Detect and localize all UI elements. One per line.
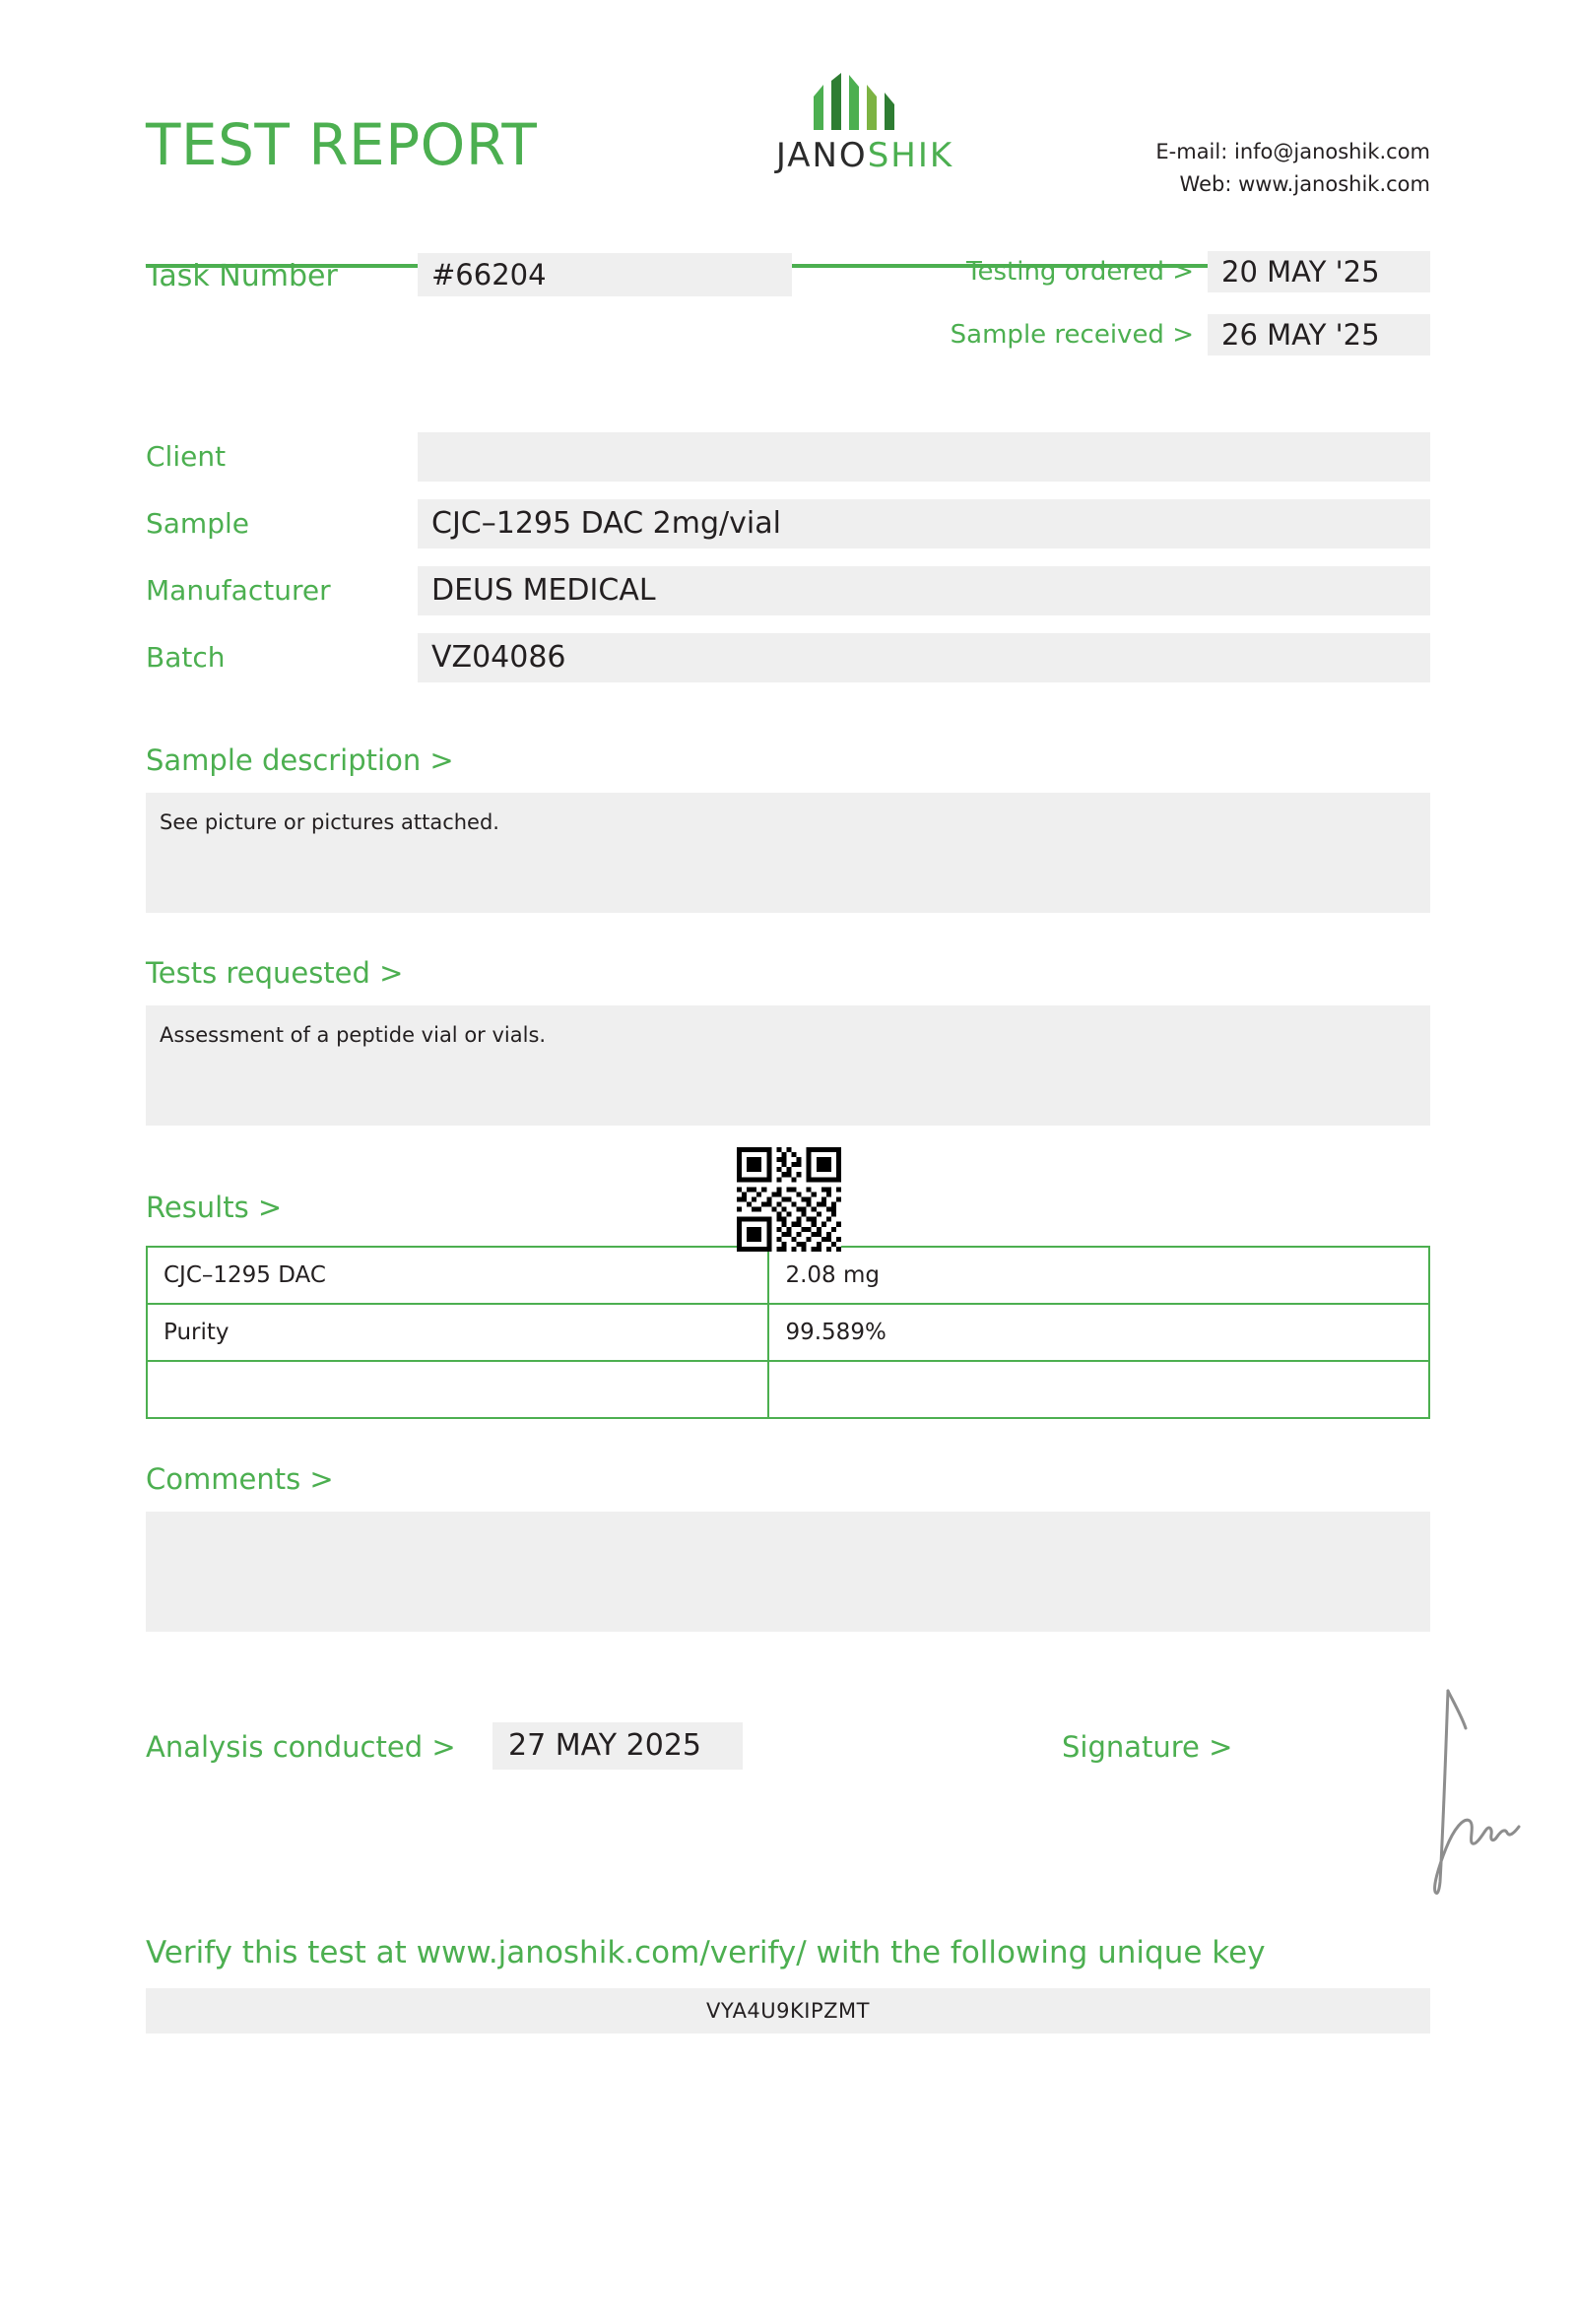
testing-ordered-label: Testing ordered > — [966, 257, 1194, 287]
contact-info — [1155, 136, 1430, 201]
sample-description-box: See picture or pictures attached. — [146, 793, 1430, 913]
page-title: TEST REPORT — [146, 111, 538, 178]
testing-ordered-value: 20 MAY '25 — [1208, 251, 1430, 292]
analysis-row — [146, 1722, 1430, 1900]
field-batch-value: VZ04086 — [418, 633, 1430, 682]
contact-email: E-mail: info@janoshik.com — [1155, 140, 1430, 163]
table-row — [147, 1247, 1429, 1304]
results-header — [146, 1169, 1430, 1242]
signature-icon — [1397, 1673, 1544, 1900]
signature-label: Signature > — [1062, 1730, 1233, 1764]
task-number-label: Task Number — [146, 259, 338, 293]
sample-fields — [146, 432, 1430, 700]
result-value: 2.08 mg — [768, 1247, 1429, 1304]
field-sample — [146, 499, 1430, 566]
field-sample-label: Sample — [146, 507, 249, 540]
field-batch-label: Batch — [146, 641, 226, 674]
testing-ordered-row — [879, 251, 1430, 292]
table-row — [147, 1304, 1429, 1361]
analysis-conducted-date: 27 MAY 2025 — [492, 1722, 743, 1770]
contact-web: Web: www.janoshik.com — [1179, 172, 1430, 196]
results-title: Results > — [146, 1191, 283, 1224]
report-header — [146, 0, 1430, 212]
janoshik-logo — [737, 71, 993, 175]
result-value — [768, 1361, 1429, 1418]
logo-wordmark — [737, 136, 993, 175]
result-name: CJC–1295 DAC — [147, 1247, 768, 1304]
field-client — [146, 432, 1430, 499]
comments-box — [146, 1512, 1430, 1632]
sample-received-value: 26 MAY '25 — [1208, 314, 1430, 355]
verify-text: Verify this test at www.janoshik.com/verify/ with the following unique key — [146, 1935, 1266, 1970]
task-number-value: #66204 — [418, 253, 792, 296]
field-manufacturer-value: DEUS MEDICAL — [418, 566, 1430, 615]
field-sample-value: CJC–1295 DAC 2mg/vial — [418, 499, 1430, 549]
field-manufacturer — [146, 566, 1430, 633]
field-batch — [146, 633, 1430, 700]
date-block — [879, 251, 1430, 377]
comments-title: Comments > — [146, 1462, 334, 1496]
table-row — [147, 1361, 1429, 1418]
mountain-logo-icon — [806, 71, 924, 132]
result-name: Purity — [147, 1304, 768, 1361]
tests-requested-box: Assessment of a peptide vial or vials. — [146, 1005, 1430, 1126]
logo-word-dark: JANO — [775, 136, 868, 175]
result-name — [147, 1361, 768, 1418]
tests-requested-title: Tests requested > — [146, 956, 404, 990]
sample-received-row — [879, 314, 1430, 355]
logo-word-green: SHIK — [867, 136, 954, 175]
sample-description-title: Sample description > — [146, 743, 454, 777]
unique-key: VYA4U9KIPZMT — [146, 1988, 1430, 2034]
analysis-conducted-label: Analysis conducted > — [146, 1730, 456, 1764]
results-table — [146, 1246, 1430, 1419]
task-row — [146, 253, 1430, 363]
qr-code-icon — [737, 1147, 841, 1252]
result-value: 99.589% — [768, 1304, 1429, 1361]
sample-received-label: Sample received > — [950, 320, 1194, 350]
field-client-value — [418, 432, 1430, 482]
field-client-label: Client — [146, 440, 227, 473]
field-manufacturer-label: Manufacturer — [146, 574, 331, 607]
